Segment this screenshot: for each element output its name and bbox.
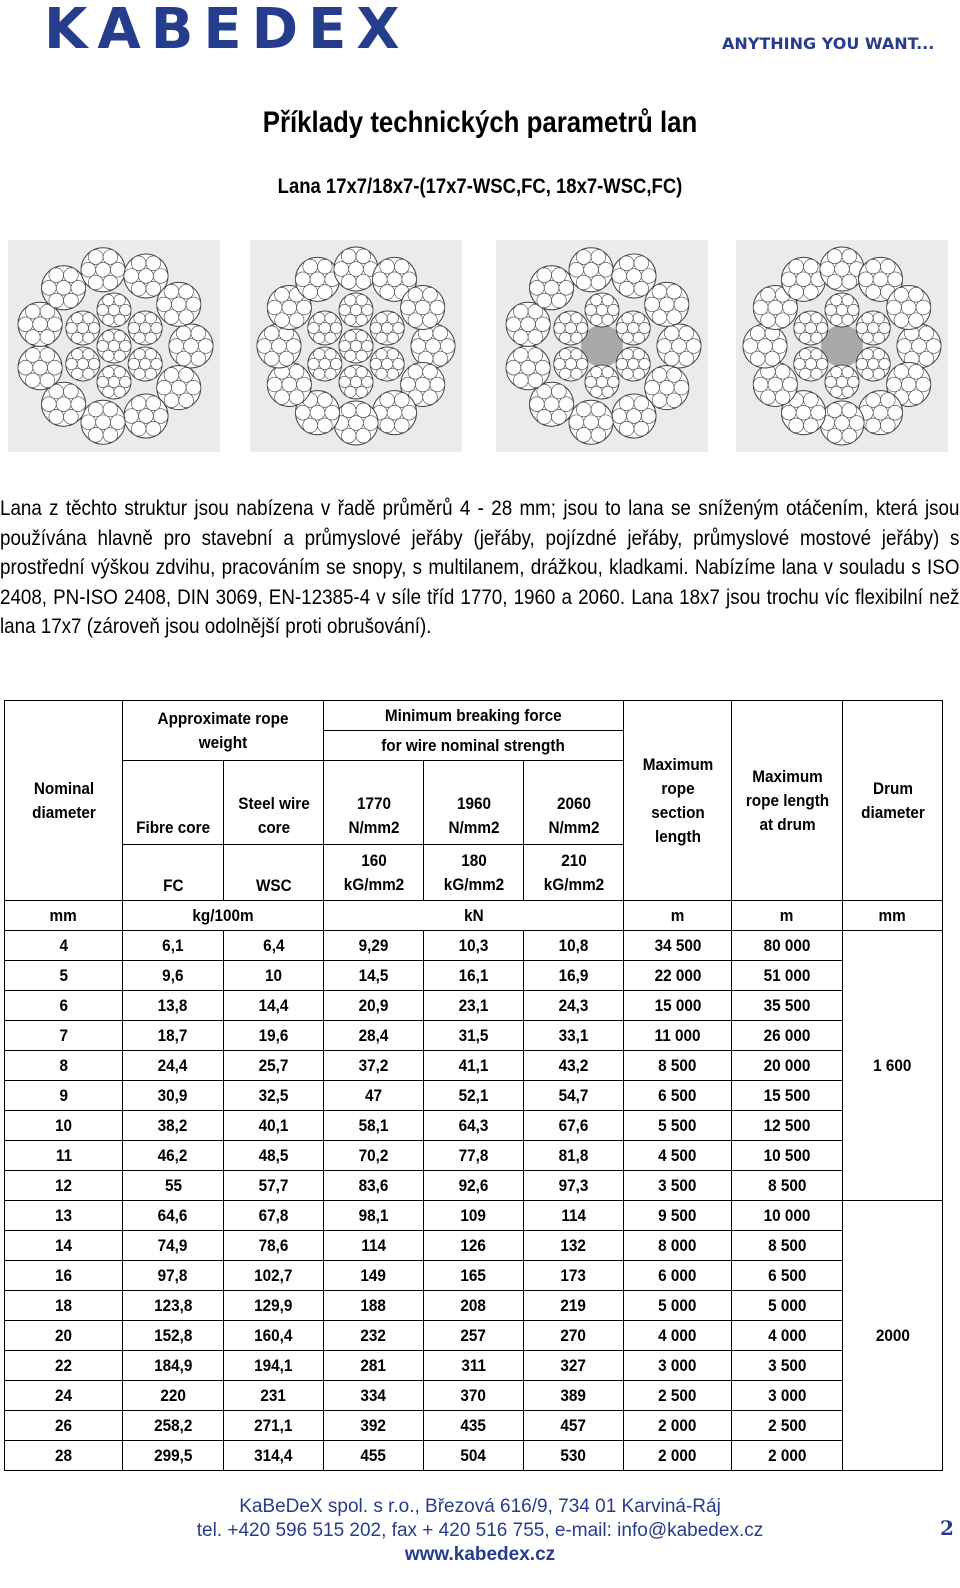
table-cell: 35 500 <box>732 991 843 1021</box>
table-cell: 83,6 <box>324 1171 424 1201</box>
header-drum-diameter: Drum diameter <box>843 701 943 901</box>
table-row <box>5 1381 943 1411</box>
table-row <box>5 1231 943 1261</box>
table-cell: 13,8 <box>123 991 224 1021</box>
drum-diameter-1600: 1 600 <box>843 931 943 1201</box>
table-cell: 311 <box>424 1351 524 1381</box>
table-cell: 77,8 <box>424 1141 524 1171</box>
table-cell: 102,7 <box>224 1261 324 1291</box>
table-cell: 22 <box>5 1351 123 1381</box>
table-cell: 78,6 <box>224 1231 324 1261</box>
table-cell: 4 000 <box>732 1321 843 1351</box>
table-cell: 14,4 <box>224 991 324 1021</box>
table-cell: 208 <box>424 1291 524 1321</box>
table-cell: 4 500 <box>624 1141 732 1171</box>
header-minimum-breaking-force: Minimum breaking force <box>324 701 624 731</box>
table-cell: 18,7 <box>123 1021 224 1051</box>
table-cell: 188 <box>324 1291 424 1321</box>
table-row <box>5 1081 943 1111</box>
unit-mm: mm <box>5 901 123 931</box>
table-cell: 9 500 <box>624 1201 732 1231</box>
table-cell: 334 <box>324 1381 424 1411</box>
table-cell: 2 000 <box>732 1441 843 1471</box>
table-cell: 132 <box>524 1231 624 1261</box>
table-cell: 20 000 <box>732 1051 843 1081</box>
table-cell: 109 <box>424 1201 524 1231</box>
header-1770: 1770 N/mm2 <box>324 761 424 845</box>
header-steel-wire-core: Steel wire core <box>224 761 324 845</box>
table-cell: 10 <box>5 1111 123 1141</box>
page-subtitle: Lana 17x7/18x7-(17x7-WSC,FC, 18x7-WSC,FC) <box>277 175 683 198</box>
table-cell: 8 500 <box>624 1051 732 1081</box>
table-cell: 58,1 <box>324 1111 424 1141</box>
table-cell: 2 000 <box>624 1441 732 1471</box>
header-210: 210 kG/mm2 <box>524 845 624 901</box>
header-approximate-weight: Approximate rope weight <box>123 701 324 761</box>
table-row <box>5 991 943 1021</box>
table-cell: 173 <box>524 1261 624 1291</box>
table-row <box>5 1111 943 1141</box>
table-cell: 10,3 <box>424 931 524 961</box>
page-title: Příklady technických parametrů lan <box>262 106 698 139</box>
table-cell: 47 <box>324 1081 424 1111</box>
table-cell: 26 000 <box>732 1021 843 1051</box>
table-cell: 97,8 <box>123 1261 224 1291</box>
table-row <box>5 1291 943 1321</box>
table-cell: 8 000 <box>624 1231 732 1261</box>
header-max-section-length: Maximum rope section length <box>624 701 732 901</box>
unit-kn: kN <box>324 901 624 931</box>
unit-kg-per-100m: kg/100m <box>123 901 324 931</box>
table-cell: 165 <box>424 1261 524 1291</box>
table-cell: 15 000 <box>624 991 732 1021</box>
table-row <box>5 1141 943 1171</box>
table-cell: 5 000 <box>624 1291 732 1321</box>
table-row <box>5 1351 943 1381</box>
table-row <box>5 931 943 961</box>
table-cell: 37,2 <box>324 1051 424 1081</box>
table-cell: 3 500 <box>624 1171 732 1201</box>
table-row <box>5 1411 943 1441</box>
table-cell: 11 <box>5 1141 123 1171</box>
rope-section-17x7-wsc-image <box>496 240 708 452</box>
footer-address: KaBeDeX spol. s r.o., Březová 616/9, 734 01 Karviná-Ráj <box>239 1496 721 1517</box>
table-cell: 40,1 <box>224 1111 324 1141</box>
table-cell: 12 <box>5 1171 123 1201</box>
table-cell: 24,4 <box>123 1051 224 1081</box>
table-cell: 370 <box>424 1381 524 1411</box>
table-cell: 8 500 <box>732 1171 843 1201</box>
table-cell: 9,6 <box>123 961 224 991</box>
table-cell: 57,7 <box>224 1171 324 1201</box>
footer-website-link[interactable]: www.kabedex.cz <box>404 1544 556 1565</box>
table-cell: 18 <box>5 1291 123 1321</box>
table-cell: 38,2 <box>123 1111 224 1141</box>
header-wsc: WSC <box>224 845 324 901</box>
table-cell: 6 500 <box>624 1081 732 1111</box>
table-cell: 8 <box>5 1051 123 1081</box>
kabedex-logo: KABEDEX <box>44 0 410 62</box>
table-cell: 34 500 <box>624 931 732 961</box>
table-cell: 270 <box>524 1321 624 1351</box>
table-cell: 10 500 <box>732 1141 843 1171</box>
table-cell: 2 500 <box>624 1381 732 1411</box>
table-cell: 33,1 <box>524 1021 624 1051</box>
table-cell: 14 <box>5 1231 123 1261</box>
drum-diameter-2000: 2000 <box>843 1201 943 1471</box>
header-fibre-core: Fibre core <box>123 761 224 845</box>
table-cell: 6 000 <box>624 1261 732 1291</box>
table-cell: 14,5 <box>324 961 424 991</box>
header-max-length-at-drum: Maximum rope length at drum <box>732 701 843 901</box>
table-cell: 4 000 <box>624 1321 732 1351</box>
table-cell: 16 <box>5 1261 123 1291</box>
table-cell: 52,1 <box>424 1081 524 1111</box>
table-cell: 98,1 <box>324 1201 424 1231</box>
table-cell: 80 000 <box>732 931 843 961</box>
rope-parameters-table <box>4 700 943 1471</box>
table-cell: 2 500 <box>732 1411 843 1441</box>
table-cell: 258,2 <box>123 1411 224 1441</box>
table-cell: 392 <box>324 1411 424 1441</box>
header-2060: 2060 N/mm2 <box>524 761 624 845</box>
header-180: 180 kG/mm2 <box>424 845 524 901</box>
table-row <box>5 961 943 991</box>
table-cell: 6,4 <box>224 931 324 961</box>
table-cell: 457 <box>524 1411 624 1441</box>
table-cell: 15 500 <box>732 1081 843 1111</box>
table-row <box>5 1441 943 1471</box>
table-cell: 114 <box>324 1231 424 1261</box>
header-fc: FC <box>123 845 224 901</box>
table-cell: 6,1 <box>123 931 224 961</box>
table-cell: 160,4 <box>224 1321 324 1351</box>
table-cell: 55 <box>123 1171 224 1201</box>
table-cell: 97,3 <box>524 1171 624 1201</box>
header-nominal-diameter: Nominal diameter <box>5 701 123 901</box>
table-cell: 123,8 <box>123 1291 224 1321</box>
table-cell: 232 <box>324 1321 424 1351</box>
table-cell: 455 <box>324 1441 424 1471</box>
table-cell: 28,4 <box>324 1021 424 1051</box>
table-cell: 10 000 <box>732 1201 843 1231</box>
table-cell: 219 <box>524 1291 624 1321</box>
table-cell: 3 000 <box>624 1351 732 1381</box>
table-cell: 5 500 <box>624 1111 732 1141</box>
table-cell: 16,9 <box>524 961 624 991</box>
table-cell: 19,6 <box>224 1021 324 1051</box>
table-cell: 231 <box>224 1381 324 1411</box>
tagline: ANYTHING YOU WANT... <box>722 34 935 53</box>
table-cell: 24 <box>5 1381 123 1411</box>
table-cell: 194,1 <box>224 1351 324 1381</box>
table-cell: 43,2 <box>524 1051 624 1081</box>
table-cell: 81,8 <box>524 1141 624 1171</box>
table-cell: 28 <box>5 1441 123 1471</box>
table-cell: 67,8 <box>224 1201 324 1231</box>
table-cell: 64,6 <box>123 1201 224 1231</box>
table-cell: 299,5 <box>123 1441 224 1471</box>
table-cell: 129,9 <box>224 1291 324 1321</box>
table-cell: 13 <box>5 1201 123 1231</box>
rope-section-18x7-wsc-image <box>736 240 948 452</box>
table-row <box>5 1201 943 1231</box>
table-cell: 114 <box>524 1201 624 1231</box>
table-cell: 152,8 <box>123 1321 224 1351</box>
table-cell: 25,7 <box>224 1051 324 1081</box>
table-cell: 6 <box>5 991 123 1021</box>
table-cell: 327 <box>524 1351 624 1381</box>
table-cell: 9,29 <box>324 931 424 961</box>
table-cell: 126 <box>424 1231 524 1261</box>
table-cell: 67,6 <box>524 1111 624 1141</box>
table-cell: 31,5 <box>424 1021 524 1051</box>
table-cell: 5 <box>5 961 123 991</box>
table-cell: 20 <box>5 1321 123 1351</box>
table-row <box>5 1261 943 1291</box>
table-row <box>5 1021 943 1051</box>
table-cell: 2 000 <box>624 1411 732 1441</box>
table-cell: 7 <box>5 1021 123 1051</box>
table-cell: 74,9 <box>123 1231 224 1261</box>
table-cell: 41,1 <box>424 1051 524 1081</box>
table-cell: 10,8 <box>524 931 624 961</box>
table-cell: 184,9 <box>123 1351 224 1381</box>
table-cell: 435 <box>424 1411 524 1441</box>
table-cell: 10 <box>224 961 324 991</box>
rope-section-17x7-fc-image <box>8 240 220 452</box>
table-cell: 11 000 <box>624 1021 732 1051</box>
table-cell: 8 500 <box>732 1231 843 1261</box>
table-cell: 3 500 <box>732 1351 843 1381</box>
unit-m-drum: m <box>732 901 843 931</box>
table-cell: 12 500 <box>732 1111 843 1141</box>
table-cell: 51 000 <box>732 961 843 991</box>
table-cell: 6 500 <box>732 1261 843 1291</box>
table-cell: 30,9 <box>123 1081 224 1111</box>
table-cell: 3 000 <box>732 1381 843 1411</box>
unit-mm-drum: mm <box>843 901 943 931</box>
unit-m-section: m <box>624 901 732 931</box>
table-cell: 16,1 <box>424 961 524 991</box>
rope-section-18x7-fc-image <box>250 240 462 452</box>
table-cell: 32,5 <box>224 1081 324 1111</box>
table-cell: 92,6 <box>424 1171 524 1201</box>
header-1960: 1960 N/mm2 <box>424 761 524 845</box>
table-cell: 48,5 <box>224 1141 324 1171</box>
table-cell: 20,9 <box>324 991 424 1021</box>
table-cell: 64,3 <box>424 1111 524 1141</box>
table-cell: 257 <box>424 1321 524 1351</box>
table-cell: 70,2 <box>324 1141 424 1171</box>
table-cell: 271,1 <box>224 1411 324 1441</box>
page-number: 2 <box>940 1516 954 1540</box>
table-cell: 26 <box>5 1411 123 1441</box>
table-cell: 389 <box>524 1381 624 1411</box>
table-cell: 9 <box>5 1081 123 1111</box>
header-wire-nominal-strength: for wire nominal strength <box>324 731 624 761</box>
table-row <box>5 1051 943 1081</box>
table-cell: 24,3 <box>524 991 624 1021</box>
table-cell: 46,2 <box>123 1141 224 1171</box>
table-cell: 149 <box>324 1261 424 1291</box>
table-cell: 5 000 <box>732 1291 843 1321</box>
table-cell: 23,1 <box>424 991 524 1021</box>
table-row <box>5 1321 943 1351</box>
table-cell: 530 <box>524 1441 624 1471</box>
table-cell: 281 <box>324 1351 424 1381</box>
table-cell: 22 000 <box>624 961 732 991</box>
table-cell: 220 <box>123 1381 224 1411</box>
header-160: 160 kG/mm2 <box>324 845 424 901</box>
description-paragraph: Lana z těchto struktur jsou nabízena v řadě průměrů 4 - 28 mm; jsou to lana se sníženým otáčením, která jsou používána hlavně pro stavební a průmyslové jeřáby (jeřáby, pojízdné jeřáby, průmyslové mostové jeřáby) s prostřední výškou zdvihu, pracováním se snopy, s multilanem, drážkou, kladkami. Nabízíme lana v souladu s ISO 2408, PN-ISO 2408, DIN 3069, EN-12385-4 v síle tříd 1770, 1960 a 2060. Lana 18x7 jsou trochu víc flexibilní než lana 17x7 (zároveň jsou odolnější proti obrušování). <box>0 497 960 639</box>
table-cell: 504 <box>424 1441 524 1471</box>
table-cell: 314,4 <box>224 1441 324 1471</box>
table-cell: 54,7 <box>524 1081 624 1111</box>
table-row <box>5 1171 943 1201</box>
footer-contact: tel. +420 596 515 202, fax + 420 516 755, e-mail: info@kabedex.cz <box>196 1520 764 1541</box>
table-cell: 4 <box>5 931 123 961</box>
